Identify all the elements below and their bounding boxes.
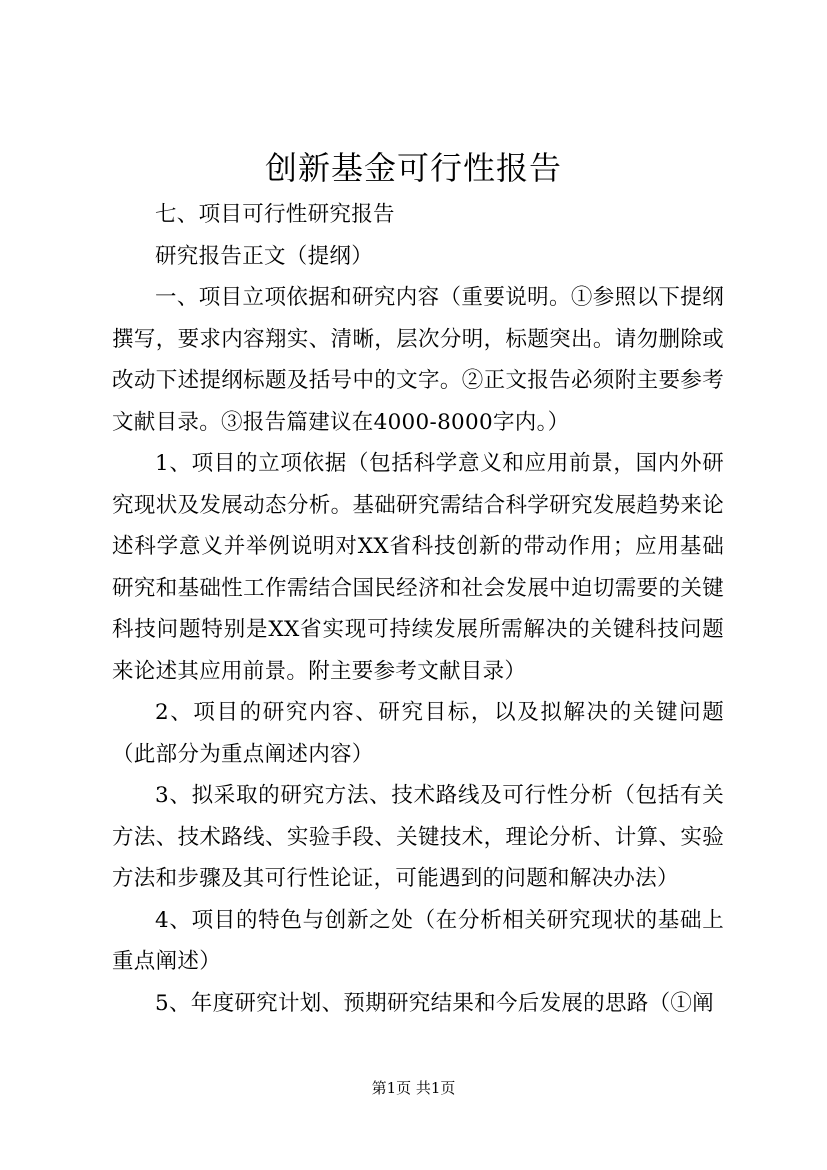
document-title: 创新基金可行性报告 [264, 149, 562, 187]
paragraph-item-3: 3、拟采取的研究方法、技术路线及可行性分析（包括有关方法、技术路线、实验手段、关键技术，理论分析、计算、实验方法和步骤及其可行性论证，可能遇到的问题和解决办法） [112, 783, 724, 891]
document-body [112, 194, 724, 1024]
paragraph-item-1: 1、项目的立项依据（包括科学意义和应用前景，国内外研究现状及发展动态分析。基础研究需结合科学研究发展趋势来论述科学意义并举例说明对XX省科技创新的带动作用；应用基础研究和基础性工作需结合国民经济和社会发展中迫切需要的关键科技问题特别是XX省实现可持续发展所需解决的关键科技问题来论述其应用前景。附主要参考文献目录） [112, 451, 724, 684]
paragraph-section-7: 七、项目可行性研究报告 [155, 202, 395, 227]
paragraph-item-4: 4、项目的特色与创新之处（在分析相关研究现状的基础上重点阐述） [112, 907, 724, 974]
paragraph-outline-heading: 研究报告正文（提纲） [155, 243, 374, 269]
paragraph-section-1: 一、项目立项依据和研究内容（重要说明。①参照以下提纲撰写，要求内容翔实、清晰，层次分明，标题突出。请勿删除或改动下述提纲标题及括号中的文字。②正文报告必须附主要参考文献目录。③报告篇建议在4000-8000字内。） [112, 285, 724, 435]
page-footer: 第1页 共1页 [371, 1079, 456, 1097]
paragraph-item-2: 2、项目的研究内容、研究目标，以及拟解决的关键问题（此部分为重点阐述内容） [112, 700, 724, 767]
paragraph-item-5: 5、年度研究计划、预期研究结果和今后发展的思路（①阐 [155, 990, 714, 1016]
